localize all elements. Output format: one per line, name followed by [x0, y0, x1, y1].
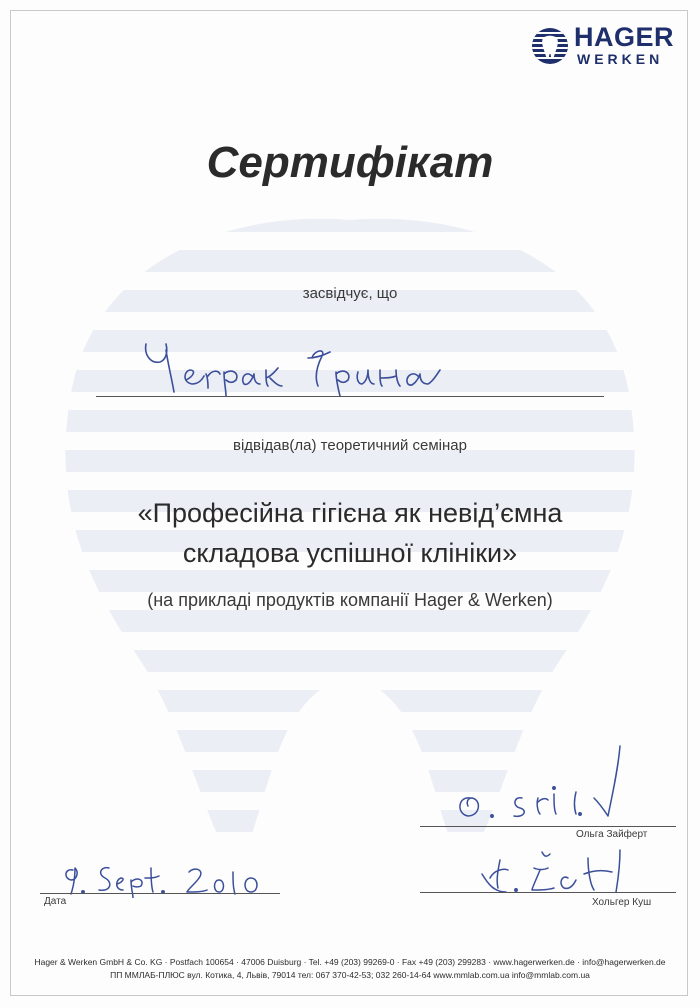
- certificate-title: Сертифікат: [206, 138, 494, 187]
- signature-line-2: [420, 892, 676, 893]
- footer-line-1: Hager & Werken GmbH & Co. KG · Postfach 100654 · 47006 Duisburg · Tel. +49 (203) 99269-0 · Fax +49 (203) 299283 · www.hagerwerken.de · info@hagerwerken.de: [34, 957, 666, 967]
- date-label: Дата: [44, 896, 67, 907]
- signer2-name: Хольгер Куш: [592, 897, 652, 908]
- recipient-name-handwritten: [100, 330, 580, 400]
- attended-text: відвідав(ла) теоретичний семінар: [233, 437, 467, 454]
- signature-zaifert: [440, 740, 640, 830]
- hager-werken-tooth-icon: [530, 26, 570, 66]
- logo-brand-top: HAGER: [574, 22, 675, 52]
- logo-brand-bottom: WERKEN: [577, 51, 664, 67]
- recipient-name-line: [96, 396, 604, 397]
- footer-line-2: ПП ММЛАБ-ПЛЮС вул. Котика, 4, Львів, 79014 тел: 067 370-42-53; 032 260-14-64 www.mmlab.com.ua info@mmlab.com.ua: [110, 970, 590, 980]
- seminar-topic-line2: складова успішної клініки»: [182, 538, 518, 568]
- hager-werken-logo: [530, 24, 680, 70]
- date-line: [40, 893, 280, 894]
- date-handwritten: [55, 858, 275, 898]
- date-handwriting-icon: [55, 858, 275, 898]
- signer1-name: Ольга Зайферт: [576, 829, 648, 840]
- signature-kusch: [470, 840, 650, 900]
- signature-line-1: [420, 826, 676, 827]
- seminar-topic: [0, 493, 700, 573]
- seminar-topic-line1: «Професійна гігієна як невід’ємна: [137, 498, 563, 528]
- seminar-subtopic: (на прикладі продуктів компанії Hager & Werken): [147, 590, 553, 610]
- certifies-text: засвідчує, що: [302, 285, 398, 302]
